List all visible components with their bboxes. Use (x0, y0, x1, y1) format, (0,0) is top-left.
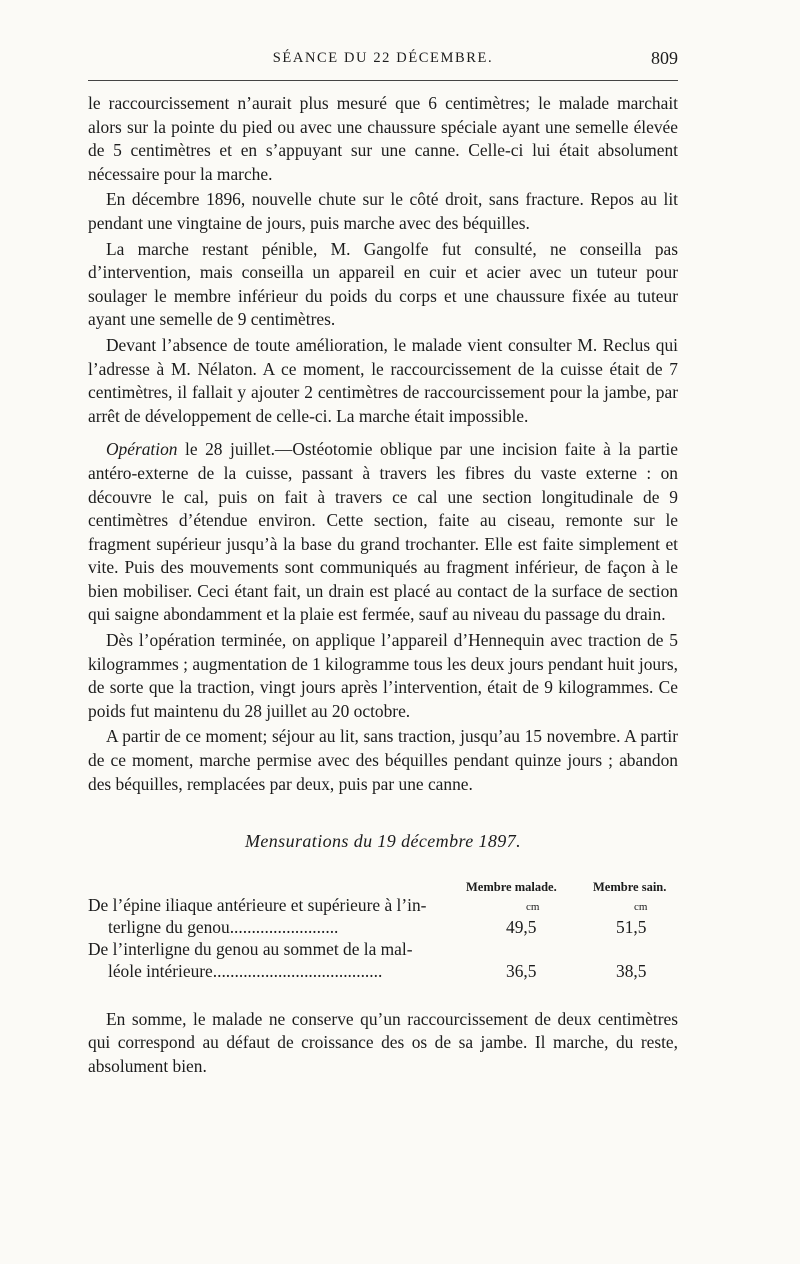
measurement-value-sain: 38,5 (616, 960, 647, 981)
measurement-row-line (88, 938, 678, 960)
operation-paragraph (88, 438, 678, 627)
measurement-value-malade: 49,5 (506, 916, 537, 937)
conclusion-paragraph: En somme, le malade ne conserve qu’un raccourcissement de deux centimètres qui correspond au défaut de croissance des os de sa jambe. Il marche, du reste, absolument bien. (88, 1008, 678, 1076)
body-text (88, 92, 678, 1081)
measurement-label: léole intérieure....................................... (108, 960, 383, 981)
operation-text: le 28 juillet.—Ostéotomie oblique par une incision faite à la partie antéro-externe de la cuisse, passant à travers les fibres du vaste externe : on découvre le cal, puis on fait à travers ce cal une section longitudinale de 9 centimètres d’étendue environ. Cette section, faite au ciseau, remonte sur le fragment supérieur jusqu’à la base du grand trochanter. Elle est faite simplement et vite. Puis des mouvements sont communiqués au fragment inférieur, de façon à le bien mobiliser. Ceci étant fait, un drain est placé au contact de la surface de section qui saigne abondamment et la plaie est fermée, sauf au niveau du passage du drain. (88, 439, 678, 625)
running-header (88, 50, 678, 74)
header-rule (88, 80, 678, 81)
unit-label: cm (526, 900, 540, 913)
paragraph: Devant l’absence de toute amélioration, le malade vient consulter M. Reclus qui l’adresse à M. Nélaton. A ce moment, le raccourcissement de la cuisse était de 7 centimètres, il fallait y ajouter 2 centimètres de raccourcissement pour la jambe, par arrêt de développement de celle-ci. La marche était impossible. (88, 334, 678, 426)
paragraph: Dès l’opération terminée, on applique l’appareil d’Hennequin avec traction de 5 kilogrammes ; augmentation de 1 kilogramme tous les deux jours pendant huit jours, de sorte que la traction, vingt jours après l’intervention, était de 9 kilogrammes. Ce poids fut maintenu du 28 juillet au 20 octobre. (88, 630, 678, 721)
header-title: SÉANCE DU 22 DÉCEMBRE. (272, 50, 494, 66)
paragraph: A partir de ce moment; séjour au lit, sans traction, jusqu’au 15 novembre. A partir de ce moment, marche permise avec des béquilles pendant quinze jours ; abandon des béquilles, remplacées par deux, puis par une canne. (88, 726, 678, 794)
paragraph-continuation: le raccourcissement n’aurait plus mesuré que 6 centimètres; le malade marchait alors sur la pointe du pied ou avec une chaussure spéciale ayant une semelle élevée de 5 centimètres et en s’appuyant sur une canne. Celle-ci lui était absolument nécessaire pour la marche. (88, 93, 678, 184)
page-number: 809 (651, 48, 678, 68)
paragraph: La marche restant pénible, M. Gangolfe fut consulté, ne conseilla pas d’intervention, mais conseilla un appareil en cuir et acier avec un tuteur pour soulager le membre inférieur du poids du corps et une chaussure fixée au tuteur ayant une semelle de 9 centimètres. (88, 238, 678, 330)
column-header-sain: Membre sain. (593, 879, 667, 894)
measurement-row-line (88, 960, 678, 982)
paragraph: En décembre 1896, nouvelle chute sur le côté droit, sans fracture. Repos au lit pendant une vingtaine de jours, puis marche avec des béquilles. (88, 189, 678, 233)
operation-label: Opération (106, 439, 178, 460)
measurements-title: Mensurations du 19 décembre 1897. (245, 831, 521, 852)
measurement-value-malade: 36,5 (506, 960, 537, 981)
column-header-malade: Membre malade. (466, 879, 557, 894)
measurement-label: terligne du genou......................... (108, 916, 339, 937)
measurement-row-line (88, 894, 678, 916)
unit-label: cm (634, 900, 648, 913)
measurement-value-sain: 51,5 (616, 916, 647, 937)
measurements-column-headers (88, 872, 678, 894)
measurement-label: De l’interligne du genou au sommet de la mal- (88, 938, 413, 959)
measurement-row-line (88, 916, 678, 938)
measurement-label: De l’épine iliaque antérieure et supérieure à l’in- (88, 894, 427, 915)
